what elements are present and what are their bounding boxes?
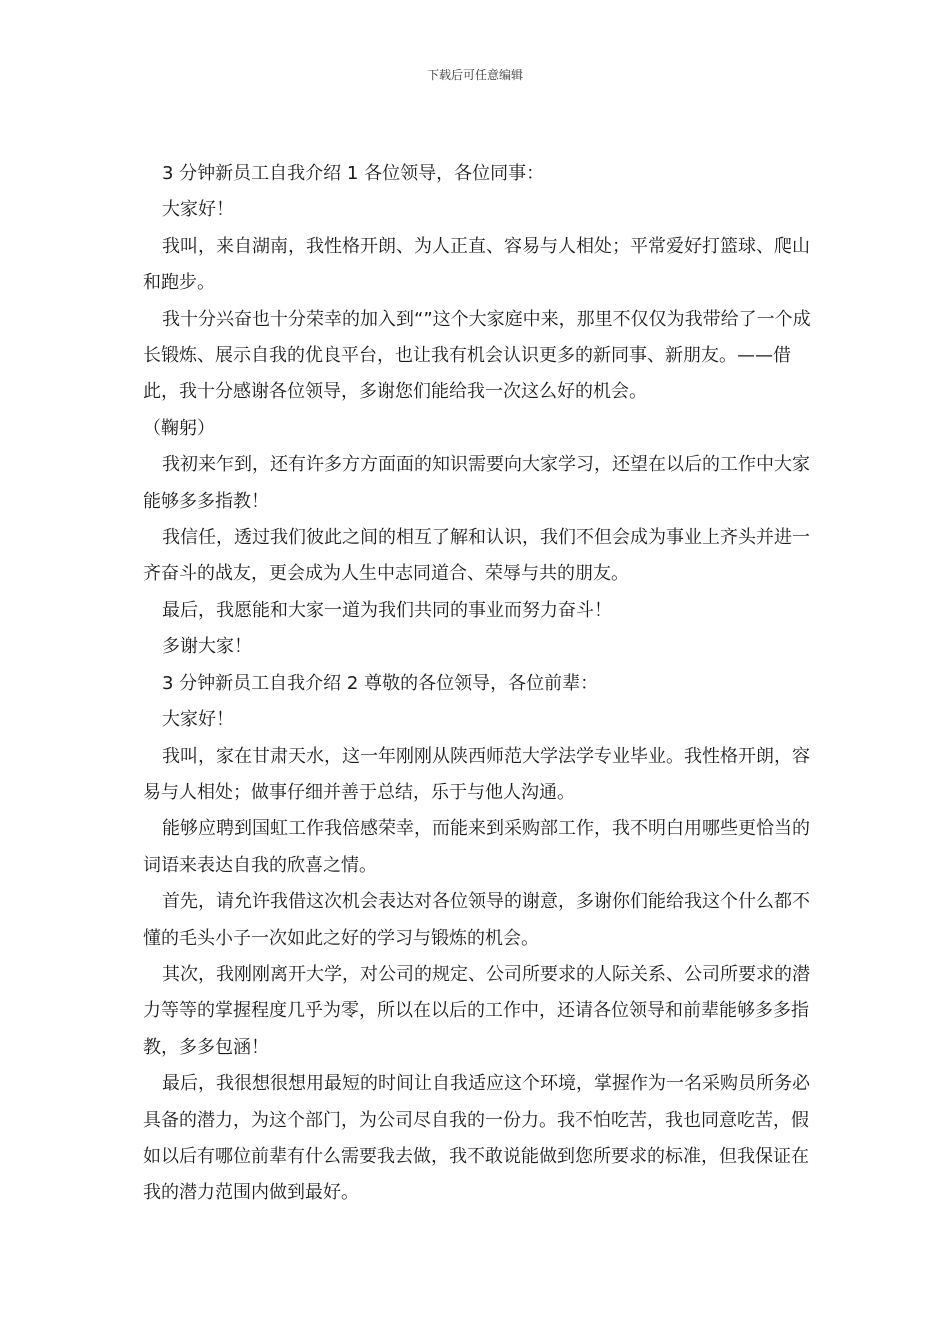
document-body — [143, 156, 823, 1212]
paragraph-self-intro: 我叫，来自湖南，我性格开朗、为人正直、容易与人相处；平常爱好打篮球、爬山和跑步。 — [143, 235, 810, 294]
paragraph-thanks: 多谢大家！ — [162, 636, 252, 658]
paragraph-intro-1-title: 3 分钟新员工自我介绍 1 各位领导，各位同事： — [162, 163, 545, 184]
paragraph-trust: 我信任，透过我们彼此之间的相互了解和认识，我们不但会成为事业上齐头并进一齐奋斗的战友，更会成为人生中志同道合、荣辱与共的朋友。 — [143, 527, 810, 585]
paragraph-newcomer: 我初来乍到，还有许多方方面面的知识需要向大家学习，还望在以后的工作中大家能够多多指教！ — [143, 454, 810, 512]
paragraph-self-intro-2: 我叫，家在甘肃天水，这一年刚刚从陕西师范大学法学专业毕业。我性格开朗，容易与人相处；做事仔细并善于总结，乐于与他人沟通。 — [143, 745, 810, 803]
paragraph-greeting-2: 大家好！ — [162, 709, 234, 731]
paragraph-last: 最后，我很想很想用最短的时间让自我适应这个环境，掌握作为一名采购员所务必具备的潜力，为这个部门，为公司尽自我的一份力。我不怕吃苦，我也同意吃苦，假如以后有哪位前辈有什么需要我去做，我不敢说能做到您所要求的标准，但我保证在我的潜力范围内做到最好。 — [143, 1073, 810, 1204]
page-header: 下载后可任意编辑 — [426, 68, 523, 82]
paragraph-bow: （鞠躬） — [143, 417, 215, 439]
paragraph-greeting: 大家好！ — [162, 199, 234, 221]
paragraph-honored: 能够应聘到国虹工作我倍感荣幸，而能来到采购部工作，我不明白用哪些更恰当的词语来表达自我的欣喜之情。 — [143, 818, 810, 876]
paragraph-finally: 最后，我愿能和大家一道为我们共同的事业而努力奋斗！ — [162, 599, 612, 621]
paragraph-intro-2-title: 3 分钟新员工自我介绍 2 尊敬的各位领导，各位前辈： — [162, 672, 599, 694]
paragraph-joining: 我十分兴奋也十分荣幸的加入到“”这个大家庭中来，那里不仅仅为我带给了一个成长锻炼、展示自我的优良平台，也让我有机会认识更多的新同事、新朋友。——借此，我十分感谢各位领导，多谢您们能给我一次这么好的机会。 — [143, 308, 811, 403]
paragraph-first: 首先，请允许我借这次机会表达对各位领导的谢意，多谢你们能给我这个什么都不懂的毛头小子一次如此之好的学习与锻炼的机会。 — [143, 891, 810, 949]
paragraph-second: 其次，我刚刚离开大学，对公司的规定、公司所要求的人际关系、公司所要求的潜力等等的掌握程度几乎为零，所以在以后的工作中，还请各位领导和前辈能够多多指教，多多包涵！ — [143, 963, 810, 1058]
